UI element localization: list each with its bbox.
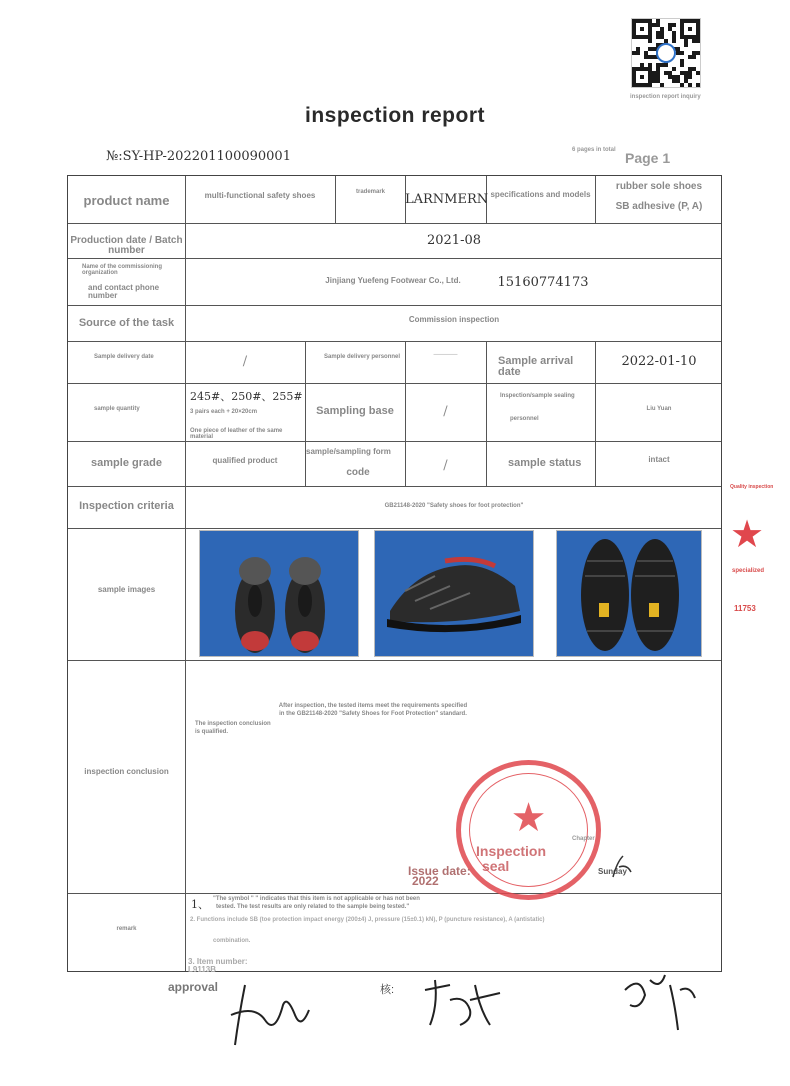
commissioning-label-2: and contact phone number: [88, 283, 160, 300]
delivery-date-value: /: [242, 354, 248, 369]
quantity-leather: One piece of leather of the same material: [190, 428, 283, 440]
trademark-label: trademark: [355, 189, 385, 195]
issue-date-label: Issue date:: [408, 864, 471, 878]
qr-code: [631, 18, 701, 88]
sampling-base-value: /: [443, 404, 448, 419]
specifications-label: specifications and models: [490, 190, 591, 199]
delivery-personnel-value: ————: [433, 352, 458, 358]
commissioning-label-1: Name of the commissioning organization: [82, 264, 163, 276]
conclusion-label: inspection conclusion: [84, 767, 169, 776]
page-title: inspection report: [304, 104, 486, 127]
conclusion-text-2: in the GB21148-2020 "Safety Shoes for Foot Protection" standard.: [279, 711, 467, 717]
criteria-label: Inspection criteria: [79, 500, 174, 512]
qr-caption: inspection report inquiry: [630, 94, 701, 100]
side-stamp-text-bottom: 11753: [734, 604, 756, 613]
approval-label: approval: [168, 980, 219, 994]
side-quality-stamp: [730, 484, 790, 624]
conclusion-text-3: The inspection conclusion: [195, 721, 271, 727]
seal-label-2: seal: [482, 858, 510, 874]
side-stamp-text-top: Quality inspection: [730, 484, 774, 490]
grade-value: qualified product: [212, 456, 278, 465]
form-value: /: [443, 458, 448, 473]
remark-2-continued: combination.: [213, 938, 251, 944]
remark-1-text-1: "The symbol " " indicates that this item is not applicable or has not been: [213, 896, 420, 902]
specifications-value-2: SB adhesive (P, A): [615, 201, 703, 212]
sealing-label: Inspection/sample sealing: [500, 393, 575, 399]
audit-label: 核:: [380, 984, 395, 996]
arrival-date-value: 2022-01-10: [621, 354, 697, 369]
source-value: Commission inspection: [408, 315, 500, 324]
sample-photo-pair-top: [199, 530, 359, 657]
product-name-value: multi-functional safety shoes: [204, 191, 316, 200]
criteria-value: GB21148-2020 "Safety shoes for foot protection": [384, 503, 524, 509]
production-date-label: Production date / Batch number: [70, 235, 183, 256]
issue-date-year: 2022: [412, 874, 439, 888]
seal-star-icon: ★: [510, 796, 547, 840]
quantity-label: sample quantity: [94, 406, 140, 412]
page-number: Page 1: [625, 150, 671, 166]
delivery-date-label: Sample delivery date: [94, 354, 154, 360]
sealing-personnel-label: personnel: [510, 416, 539, 422]
specifications-value-1: rubber sole shoes: [615, 181, 703, 192]
commissioning-phone: 15160774173: [497, 275, 589, 290]
code-label: code: [346, 467, 370, 478]
remark-1-text-2: tested. The test results are only related to the sample being tested.": [216, 904, 410, 910]
production-date-value: 2021-08: [426, 233, 482, 248]
status-label: sample status: [508, 457, 582, 469]
arrival-date-label: Sample arrival date: [498, 355, 574, 378]
conclusion-text-1: After inspection, the tested items meet the requirements specified: [278, 703, 468, 709]
approval-signature: [225, 975, 315, 1050]
product-name-label: product name: [83, 193, 170, 208]
quantity-pairs: 3 pairs each + 20×20cm: [190, 409, 258, 415]
remark-1-number: 1、: [191, 898, 209, 911]
conclusion-text-4: is qualified.: [195, 729, 229, 735]
audit-signature: [420, 975, 505, 1035]
status-value: intact: [648, 455, 670, 464]
sampling-base-label: Sampling base: [316, 405, 394, 417]
issue-day: Sunday: [598, 867, 627, 876]
inspection-seal-stamp: [456, 760, 601, 900]
remark-label: remark: [116, 926, 137, 932]
remark-2: 2. Functions include SB (toe protection impact energy (200±4) J, pressure (15±0.1) kN), P (puncture resistance), A (antistatic): [190, 917, 545, 923]
images-label: sample images: [97, 585, 156, 594]
grade-label: sample grade: [91, 457, 162, 469]
quantity-sizes: 245#、250#、255#: [190, 390, 303, 403]
commissioning-organization: Jinjiang Yuefeng Footwear Co., Ltd.: [325, 276, 461, 285]
remark-3-value: L9113B: [188, 965, 217, 974]
side-stamp-star-icon: ★: [730, 514, 765, 556]
trademark-value: LARNMERN: [405, 192, 489, 207]
pages-total: 6 pages in total: [572, 147, 616, 153]
issue-date-handwriting: [605, 852, 635, 882]
sample-photo-side: [374, 530, 534, 657]
seal-label-1: Inspection: [476, 843, 547, 859]
remark-3: 3. Item number:: [188, 957, 248, 966]
third-signature: [620, 970, 700, 1035]
sealing-value: Liu Yuan: [646, 406, 672, 412]
source-label: Source of the task: [78, 317, 175, 329]
document-number: №:SY-HP-202201100090001: [106, 149, 291, 164]
side-stamp-text-mid: specialized: [732, 568, 765, 574]
delivery-personnel-label: Sample delivery personnel: [324, 354, 401, 360]
form-label: sample/sampling form: [306, 447, 391, 456]
chapter-label: Chapter: [572, 836, 595, 842]
qr-logo-icon: [656, 43, 676, 63]
sample-photo-soles: [556, 530, 702, 657]
